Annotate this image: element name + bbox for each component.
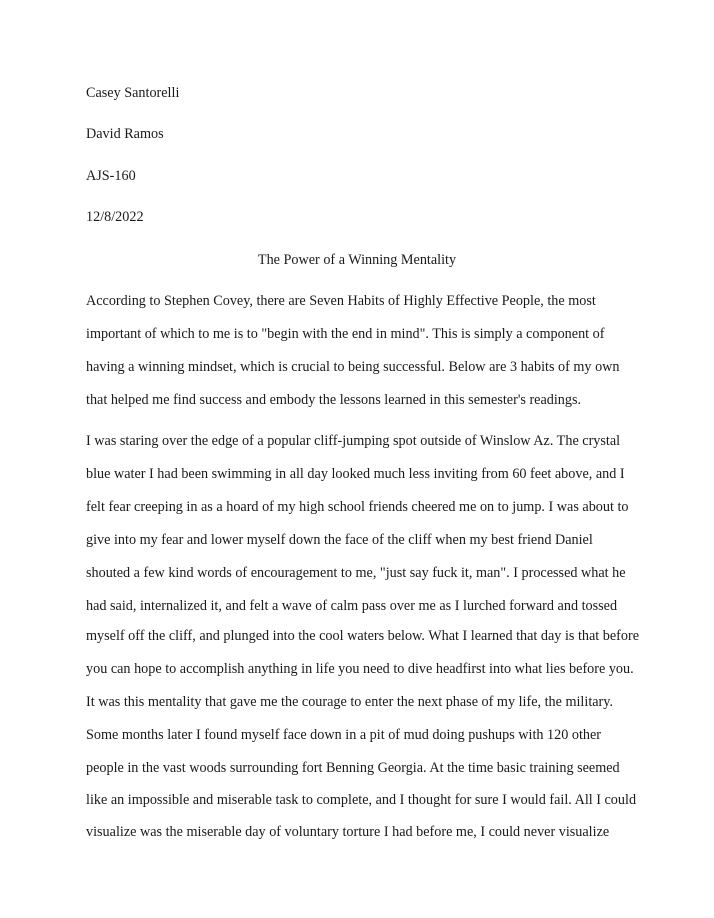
paragraph-line: Some months later I found myself face down in a pit of mud doing pushups with 120 other	[86, 727, 602, 743]
date: 12/8/2022	[86, 209, 144, 225]
paragraph-line: blue water I had been swimming in all day looked much less inviting from 60 feet above, and I	[86, 466, 625, 482]
paragraph-line: visualize was the miserable day of voluntary torture I had before me, I could never visualize	[86, 824, 610, 840]
paragraph-line: like an impossible and miserable task to complete, and I thought for sure I would fail. All I could	[86, 792, 637, 808]
paragraph-line: I was staring over the edge of a popular cliff-jumping spot outside of Winslow Az. The crystal	[86, 433, 621, 449]
paragraph-line: had said, internalized it, and felt a wave of calm pass over me as I lurched forward and tossed	[86, 598, 618, 614]
paragraph-line: give into my fear and lower myself down the face of the cliff when my best friend Daniel	[86, 532, 593, 548]
student-name: Casey Santorelli	[86, 85, 180, 101]
paragraph-line: shouted a few kind words of encouragement to me, "just say fuck it, man". I processed what he	[86, 565, 626, 581]
paragraph-line: important of which to me is to "begin with the end in mind". This is simply a component of	[86, 326, 605, 342]
instructor-name: David Ramos	[86, 126, 164, 142]
paragraph-line: According to Stephen Covey, there are Seven Habits of Highly Effective People, the most	[86, 293, 596, 309]
document-title: The Power of a Winning Mentality	[257, 252, 457, 268]
paragraph-line: myself off the cliff, and plunged into the cool waters below. What I learned that day is that before	[86, 628, 640, 644]
paragraph-line: you can hope to accomplish anything in life you need to dive headfirst into what lies before you.	[86, 661, 634, 677]
paragraph-line: It was this mentality that gave me the courage to enter the next phase of my life, the military.	[86, 694, 614, 710]
paragraph-line: that helped me find success and embody the lessons learned in this semester's readings.	[86, 392, 582, 408]
paragraph-line: having a winning mindset, which is crucial to being successful. Below are 3 habits of my own	[86, 359, 620, 375]
paragraph-line: felt fear creeping in as a hoard of my high school friends cheered me on to jump. I was about to	[86, 499, 629, 515]
paragraph-line: people in the vast woods surrounding fort Benning Georgia. At the time basic training seemed	[86, 760, 620, 776]
course-code: AJS-160	[86, 168, 136, 184]
